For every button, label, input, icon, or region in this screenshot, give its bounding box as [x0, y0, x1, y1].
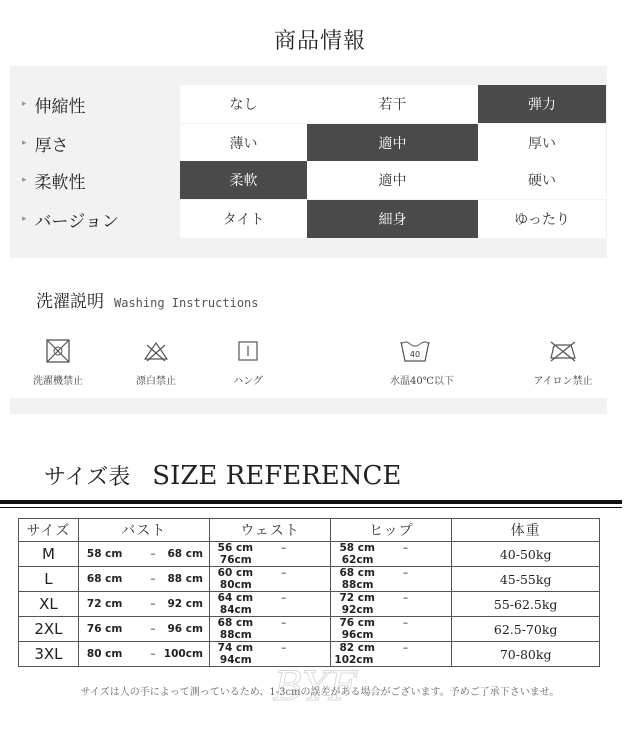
attribute-option-selected: 柔軟: [180, 161, 307, 199]
svg-text:BYF: BYF: [273, 664, 357, 710]
bust-max: 88 cm: [167, 573, 203, 585]
waist-max: 94cm: [219, 654, 252, 666]
size-title: [44, 460, 401, 491]
table-row: [19, 567, 600, 592]
bust-min: 80 cm: [86, 648, 123, 660]
attribute-option: なし: [180, 85, 307, 123]
size-cell: 2XL: [19, 617, 79, 642]
size-cell: L: [19, 567, 79, 592]
weight-cell: 55-62.5kg: [452, 592, 600, 617]
bullet-icon: ▸: [22, 214, 27, 224]
range-dash: –: [402, 592, 409, 604]
size-cell: XL: [19, 592, 79, 617]
attribute-option-selected: 細身: [307, 200, 478, 238]
bust-min: 76 cm: [86, 623, 123, 635]
bust-cell: [78, 642, 209, 667]
attribute-option: ゆったり: [478, 200, 606, 238]
bust-cell: [78, 542, 209, 567]
size-table: [18, 518, 600, 667]
range-dash: –: [281, 642, 287, 654]
hang-dry-icon: [218, 337, 278, 365]
bullet-icon: ▸: [22, 175, 27, 185]
hip-min: 72 cm: [339, 592, 375, 604]
hip-max: 102cm: [334, 654, 374, 666]
weight-cell: 62.5-70kg: [452, 617, 600, 642]
range-dash: –: [402, 542, 409, 554]
attribute-row: [10, 124, 607, 162]
waist-cell: [209, 617, 331, 642]
size-note: サイズは人の手によって測っているため、1-3cmの誤差がある場合がございます。予めご了承下さいませ。: [80, 687, 560, 698]
range-dash: –: [281, 567, 287, 579]
table-row: [19, 617, 600, 642]
table-row: [19, 542, 600, 567]
bust-cell: [78, 567, 209, 592]
attribute-option: タイト: [180, 200, 307, 238]
attribute-label: [22, 200, 119, 238]
wash-40-icon: [385, 337, 445, 365]
header-hip: ヒップ: [331, 519, 452, 542]
attribute-option: 若干: [307, 85, 478, 123]
attribute-label-text: 柔軟性: [34, 172, 86, 193]
attribute-row: [10, 85, 607, 123]
hip-min: 76 cm: [339, 617, 375, 629]
range-dash: –: [150, 623, 156, 635]
bust-max: 100cm: [163, 648, 203, 660]
hip-cell: [331, 567, 452, 592]
divider-thin: [0, 507, 622, 508]
range-dash: –: [281, 542, 287, 554]
bust-max: 92 cm: [167, 598, 203, 610]
divider-thick: [0, 500, 622, 504]
waist-min: 60 cm: [217, 567, 254, 579]
header-weight: 体重: [452, 519, 600, 542]
no-bleach-icon: [126, 337, 186, 365]
waist-max: 80cm: [219, 579, 252, 591]
hip-max: 62cm: [341, 554, 374, 566]
header-waist: ウェスト: [209, 519, 331, 542]
waist-cell: [209, 592, 331, 617]
weight-cell: 40-50kg: [452, 542, 600, 567]
range-dash: –: [281, 617, 287, 629]
size-title-jp: サイズ表: [44, 465, 131, 490]
attribute-label: [22, 161, 86, 199]
hip-cell: [331, 617, 452, 642]
range-dash: –: [402, 567, 409, 579]
waist-cell: [209, 542, 331, 567]
attribute-label-text: 伸縮性: [34, 96, 86, 117]
bust-cell: [78, 592, 209, 617]
header-bust: バスト: [78, 519, 209, 542]
attribute-label: [22, 124, 69, 162]
bust-max: 68 cm: [167, 548, 203, 560]
attribute-option-selected: 弾力: [478, 85, 606, 123]
no-iron-icon: [533, 337, 593, 365]
attribute-row: [10, 200, 607, 238]
waist-min: 74 cm: [217, 642, 254, 654]
bust-min: 68 cm: [86, 573, 123, 585]
size-cell: 3XL: [19, 642, 79, 667]
hip-min: 82 cm: [339, 642, 375, 654]
no-machine-wash-icon: [28, 337, 88, 365]
washing-label-3: 水温40℃以下: [390, 376, 454, 387]
washing-label-0: 洗濯機禁止: [33, 376, 83, 387]
attribute-label-text: バージョン: [34, 211, 119, 232]
hip-max: 92cm: [341, 604, 374, 616]
attribute-option: 適中: [307, 161, 478, 199]
waist-min: 68 cm: [217, 617, 254, 629]
attribute-option: 厚い: [478, 124, 606, 162]
weight-cell: 70-80kg: [452, 642, 600, 667]
range-dash: –: [150, 598, 156, 610]
washing-label-1: 漂白禁止: [136, 376, 176, 387]
table-row: [19, 592, 600, 617]
range-dash: –: [150, 548, 156, 560]
size-table-header: [19, 519, 600, 542]
range-dash: –: [150, 573, 156, 585]
waist-max: 84cm: [219, 604, 252, 616]
bust-min: 58 cm: [86, 548, 123, 560]
washing-label-2: ハング: [233, 376, 263, 387]
hip-cell: [331, 542, 452, 567]
washing-title: [36, 287, 259, 312]
washing-subtitle: Washing Instructions: [114, 296, 259, 310]
attribute-option: 薄い: [180, 124, 307, 162]
hip-min: 58 cm: [339, 542, 375, 554]
bust-min: 72 cm: [86, 598, 123, 610]
range-dash: –: [281, 592, 287, 604]
attribute-label: [22, 85, 86, 123]
bullet-icon: ▸: [22, 138, 27, 148]
hip-max: 96cm: [341, 629, 374, 641]
bullet-icon: ▸: [22, 99, 27, 109]
bust-max: 96 cm: [167, 623, 203, 635]
range-dash: –: [150, 648, 156, 660]
wash-temp-text: 40: [409, 350, 421, 359]
bust-cell: [78, 617, 209, 642]
hip-max: 88cm: [341, 579, 374, 591]
size-title-en: SIZE REFERENCE: [152, 461, 402, 491]
washing-title-jp: 洗濯説明: [36, 292, 104, 312]
range-dash: –: [402, 617, 409, 629]
hip-min: 68 cm: [339, 567, 375, 579]
waist-min: 56 cm: [217, 542, 254, 554]
attribute-option-selected: 適中: [307, 124, 478, 162]
page-title: 商品情報: [273, 29, 366, 54]
attribute-label-text: 厚さ: [34, 135, 69, 156]
size-cell: M: [19, 542, 79, 567]
waist-max: 76cm: [219, 554, 252, 566]
washing-label-4: アイロン禁止: [533, 376, 593, 387]
range-dash: –: [402, 642, 409, 654]
waist-cell: [209, 567, 331, 592]
attribute-option: 硬い: [478, 161, 606, 199]
attribute-row: [10, 161, 607, 199]
weight-cell: 45-55kg: [452, 567, 600, 592]
header-size: サイズ: [19, 519, 79, 542]
waist-min: 64 cm: [217, 592, 254, 604]
waist-max: 88cm: [219, 629, 252, 641]
hip-cell: [331, 592, 452, 617]
